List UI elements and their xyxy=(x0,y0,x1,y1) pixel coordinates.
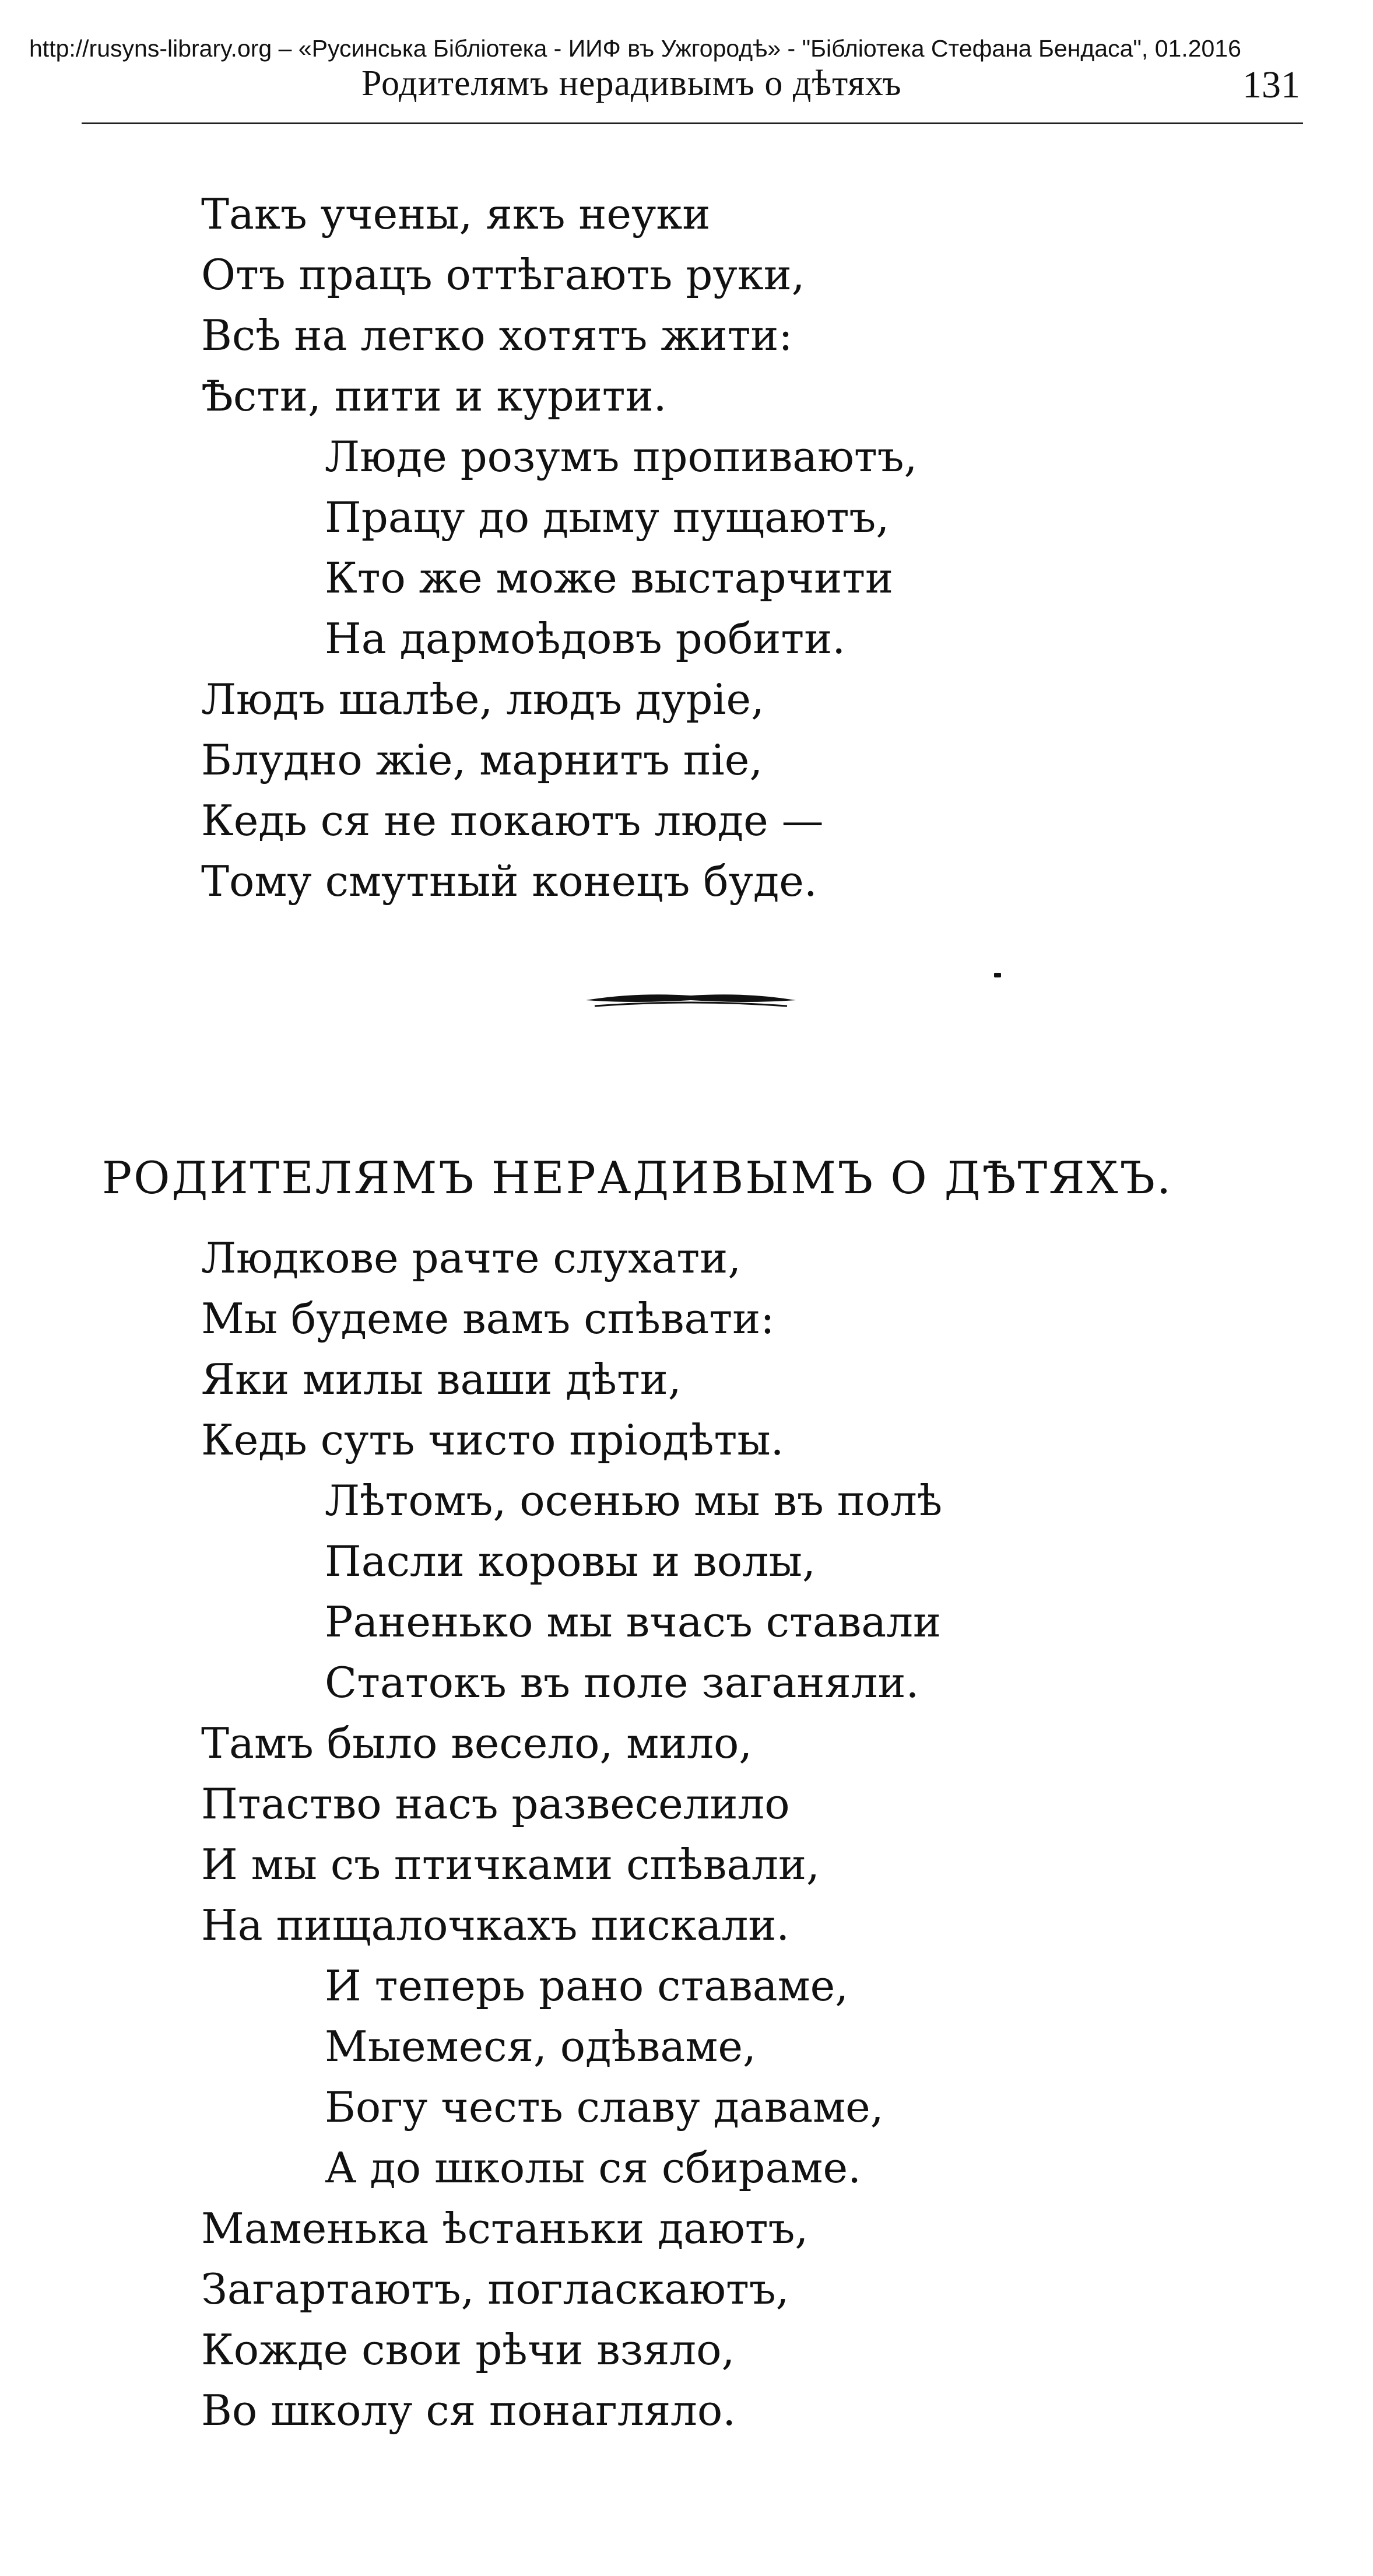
header-rule xyxy=(82,122,1303,124)
poem-body xyxy=(201,1228,942,2441)
poem-continued xyxy=(201,184,917,912)
running-head xyxy=(82,63,1300,115)
verse-line: На дармоѣдовъ робити. xyxy=(325,614,846,663)
verse-line: Во школу ся понагляло. xyxy=(201,2386,736,2435)
verse-line: Яки милы ваши дѣти, xyxy=(201,1355,682,1404)
verse-line: Статокъ въ поле заганяли. xyxy=(325,1658,919,1707)
verse-line: Маменька ѣстаньки даютъ, xyxy=(201,2204,809,2253)
verse-line: Кожде свои рѣчи взяло, xyxy=(201,2325,735,2374)
verse-line: Тому смутный конецъ буде. xyxy=(201,857,817,906)
poem-title: РОДИТЕЛЯМЪ НЕРАДИВЫМЪ О ДѢТЯХЪ. xyxy=(102,1152,1173,1204)
verse-line: Кто же може выстарчити xyxy=(325,553,894,602)
verse-line: Богу честь славу даваме, xyxy=(325,2083,884,2132)
verse-line: Працу до дыму пущаютъ, xyxy=(325,493,890,542)
verse-line: Мыемеся, одѣваме, xyxy=(325,2022,756,2071)
verse-line: Загартаютъ, погласкаютъ, xyxy=(201,2265,789,2314)
verse-line: Такъ учены, якъ неуки xyxy=(201,190,711,239)
verse-line: Людкове рачте слухати, xyxy=(201,1233,742,1282)
running-head-title: Родителямъ нерадивымъ о дѣтяхъ xyxy=(361,64,902,103)
verse-line: А до школы ся сбираме. xyxy=(325,2143,862,2192)
verse-line: И мы съ птичками спѣвали, xyxy=(201,1840,820,1889)
ornament-divider xyxy=(583,989,799,1012)
verse-line: Лѣтомъ, осенью мы въ полѣ xyxy=(325,1476,943,1525)
verse-line: Кедь ся не покаютъ люде — xyxy=(201,796,824,845)
verse-line: Людъ шалѣе, людъ дуріе, xyxy=(201,675,764,724)
verse-line: Раненько мы вчасъ ставали xyxy=(325,1597,941,1646)
print-speck xyxy=(994,973,1001,977)
verse-line: На пищалочкахъ пискали. xyxy=(201,1901,790,1950)
verse-line: Блудно жіе, марнитъ піе, xyxy=(201,735,763,784)
verse-line: И теперь рано ставаме, xyxy=(325,1961,849,2010)
verse-line: Люде розумъ пропиваютъ, xyxy=(325,432,918,481)
verse-line: Тамъ было весело, мило, xyxy=(201,1719,753,1768)
verse-line: Пасли коровы и волы, xyxy=(325,1537,816,1586)
verse-line: Всѣ на легко хотятъ жити: xyxy=(201,311,793,360)
verse-line: Ѣсти, пити и курити. xyxy=(201,371,667,420)
verse-line: Птаство насъ развеселило xyxy=(201,1779,790,1828)
source-watermark-line: http://rusyns-library.org – «Русинська Бібліотека - ИИФ въ Ужгородѣ» - "Бібліотека Стефана Бендаса", 01.2016 xyxy=(29,35,1241,62)
verse-line: Отъ працъ оттѣгають руки, xyxy=(201,250,805,299)
verse-line: Мы будеме вамъ спѣвати: xyxy=(201,1294,775,1343)
verse-line: Кедь суть чисто пріодѣты. xyxy=(201,1415,784,1464)
page-number: 131 xyxy=(1242,64,1300,106)
